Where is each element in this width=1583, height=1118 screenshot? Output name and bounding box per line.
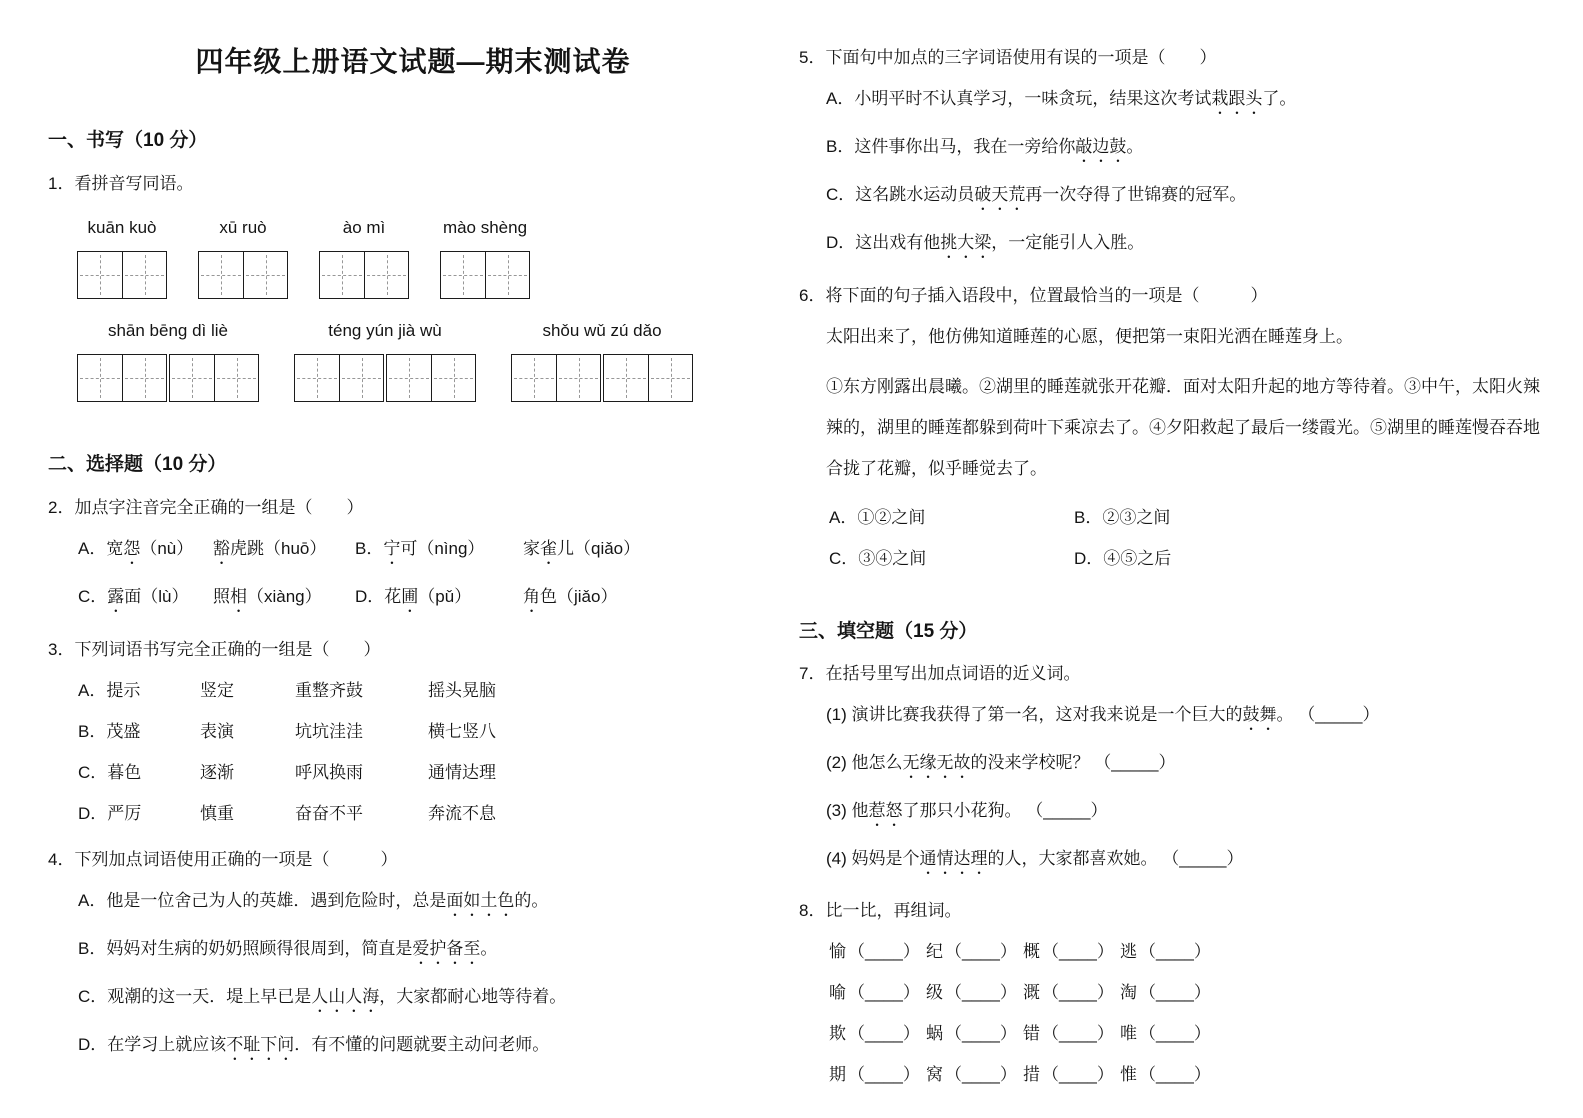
word-char: 纪	[926, 942, 943, 961]
option-cell: 照相（xiàng）	[213, 587, 322, 606]
writing-box	[319, 251, 409, 299]
pinyin-group	[294, 319, 476, 402]
word-blank: （____）	[945, 1065, 1017, 1084]
question-6-insert-sentence: 太阳出来了，他仿佛知道睡莲的心愿，便把第一束阳光洒在睡莲身上。	[826, 327, 1353, 346]
question-8-row	[799, 1022, 1540, 1046]
writing-boxes	[440, 251, 530, 299]
option-cell: B．茂盛	[78, 722, 141, 741]
word-blank: （____）	[1139, 1024, 1211, 1043]
writing-cell	[431, 355, 475, 401]
writing-box	[603, 354, 693, 402]
word-blank: （____）	[848, 1024, 920, 1043]
word-build-cell	[1120, 1022, 1540, 1046]
question-6-stem: 6．将下面的句子插入语段中，位置最恰当的一项是（ ）	[799, 286, 1268, 305]
writing-cell	[441, 252, 485, 298]
writing-box	[77, 354, 167, 402]
question-3-options-row	[48, 720, 778, 744]
word-char: 惟	[1120, 1065, 1137, 1084]
option-cell: D．花圃（pǔ）	[355, 587, 472, 606]
question-1-label: 1．看拼音写同语。	[48, 174, 194, 193]
word-char: 措	[1023, 1065, 1040, 1084]
word-char: 期	[829, 1065, 846, 1084]
word-blank: （____）	[945, 1024, 1017, 1043]
writing-cell	[339, 355, 383, 401]
question-2-options-row	[48, 537, 778, 568]
writing-cell	[320, 252, 364, 298]
word-build-cell	[829, 1063, 926, 1087]
option-cell: 摇头晃脑	[428, 681, 496, 700]
pinyin-word: ào mì	[342, 218, 386, 237]
writing-cell	[122, 252, 166, 298]
question-5-option-d: D．这出戏有他挑大梁，一定能引人入胜。	[826, 233, 1145, 252]
question-6-options-row	[799, 547, 1540, 571]
word-build-cell	[829, 940, 926, 964]
section-heading-choice: 二、选择题（10 分）	[48, 454, 227, 475]
word-char: 窝	[926, 1065, 943, 1084]
word-blank: （____）	[1042, 1024, 1114, 1043]
question-4-option-b: B．妈妈对生病的奶奶照顾得很周到，简直是爱护备至。	[78, 939, 498, 958]
writing-cell	[78, 252, 122, 298]
question-5-option-c: C．这名跳水运动员破天荒再一次夺得了世锦赛的冠军。	[826, 185, 1247, 204]
pinyin-group	[440, 216, 530, 299]
right-column	[790, 0, 1583, 1118]
option-cell: 呼风换雨	[295, 763, 363, 782]
option-cell: A．提示	[78, 681, 141, 700]
word-char: 蜗	[926, 1024, 943, 1043]
pinyin-word: shǒu wǔ zú dǎo	[542, 321, 662, 340]
option-cell: 奔流不息	[428, 804, 496, 823]
word-char: 欺	[829, 1024, 846, 1043]
option-cell: 慎重	[200, 804, 234, 823]
question-5-stem: 5．下面句中加点的三字词语使用有误的一项是（ ）	[799, 48, 1217, 67]
writing-cell	[199, 252, 243, 298]
writing-box	[511, 354, 601, 402]
writing-cell	[243, 252, 287, 298]
option-cell: 角色（jiǎo）	[523, 587, 618, 606]
question-3-stem: 3．下列词语书写完全正确的一组是（ ）	[48, 640, 381, 659]
question-4-stem: 4．下列加点词语使用正确的一项是（ ）	[48, 850, 398, 869]
writing-box	[440, 251, 530, 299]
pinyin-word: shān bēng dì liè	[107, 321, 229, 340]
word-char: 逃	[1120, 942, 1137, 961]
word-build-cell	[1120, 1063, 1540, 1087]
word-build-cell	[926, 981, 1023, 1005]
option-cell: 逐渐	[200, 763, 234, 782]
option-cell: A．①②之间	[829, 508, 926, 527]
option-cell: C．露面（lù）	[78, 587, 189, 606]
option-cell: 家雀儿（qiǎo）	[523, 539, 641, 558]
writing-box	[198, 251, 288, 299]
word-blank: （____）	[945, 983, 1017, 1002]
word-blank: （____）	[1139, 942, 1211, 961]
writing-cell	[556, 355, 600, 401]
writing-boxes	[198, 251, 288, 299]
word-blank: （____）	[945, 942, 1017, 961]
section-heading-fill-blank: 三、填空题（15 分）	[799, 621, 978, 642]
question-4-option-c: C．观潮的这一天．堤上早已是人山人海，大家都耐心地等待着。	[78, 987, 567, 1006]
word-build-cell	[1023, 981, 1120, 1005]
option-cell: 横七竖八	[428, 722, 496, 741]
pinyin-writing-row-2	[48, 319, 778, 402]
word-blank: （____）	[848, 983, 920, 1002]
question-5-option-b: B．这件事你出马，我在一旁给你敲边鼓。	[826, 137, 1144, 156]
option-cell: 通情达理	[428, 763, 496, 782]
word-build-cell	[926, 940, 1023, 964]
question-7-item-1: (1) 演讲比赛我获得了第一名，这对我来说是一个巨大的鼓舞。 （_____）	[826, 705, 1380, 724]
option-cell: 坑坑洼洼	[295, 722, 363, 741]
writing-boxes	[294, 354, 476, 402]
option-cell: D．④⑤之后	[1074, 549, 1172, 568]
option-cell: 重整齐鼓	[295, 681, 363, 700]
writing-cell	[387, 355, 431, 401]
writing-box	[386, 354, 476, 402]
word-build-cell	[926, 1022, 1023, 1046]
option-cell: 表演	[200, 722, 234, 741]
word-char: 错	[1023, 1024, 1040, 1043]
writing-cell	[485, 252, 529, 298]
left-column	[0, 0, 790, 1118]
writing-box	[169, 354, 259, 402]
pinyin-word: xū ruò	[219, 218, 267, 237]
writing-cell	[170, 355, 214, 401]
word-blank: （____）	[1139, 1065, 1211, 1084]
word-build-cell	[1120, 981, 1540, 1005]
pinyin-group	[319, 216, 409, 299]
question-3-options-row	[48, 761, 778, 785]
writing-cell	[648, 355, 692, 401]
writing-cell	[512, 355, 556, 401]
exam-title: 四年级上册语文试题—期末测试卷	[195, 46, 631, 77]
writing-boxes	[511, 354, 693, 402]
option-cell: 奋奋不平	[295, 804, 363, 823]
question-7-item-4: (4) 妈妈是个通情达理的人，大家都喜欢她。 （_____）	[826, 849, 1244, 868]
writing-boxes	[319, 251, 409, 299]
option-cell: A．宽怨（nù）	[78, 539, 194, 558]
word-build-cell	[1120, 940, 1540, 964]
pinyin-word: mào shèng	[442, 218, 528, 237]
question-5-option-a: A．小明平时不认真学习，一味贪玩，结果这次考试栽跟头了。	[826, 89, 1297, 108]
option-cell: 竖定	[200, 681, 234, 700]
question-8-stem: 8．比一比，再组词。	[799, 901, 962, 920]
pinyin-group	[77, 319, 259, 402]
word-blank: （____）	[1042, 942, 1114, 961]
question-8-row	[799, 940, 1540, 964]
question-6-paragraph: ①东方刚露出晨曦。②湖里的睡莲就张开花瓣．面对太阳升起的地方等待着。③中午，太阳火辣辣的，湖里的睡莲都躲到荷叶下乘凉去了。④夕阳救起了最后一缕霞光。⑤湖里的睡莲慢吞吞地合拢了花瓣，似乎睡觉去了。	[826, 377, 1540, 478]
writing-cell	[295, 355, 339, 401]
writing-box	[294, 354, 384, 402]
word-char: 唯	[1120, 1024, 1137, 1043]
question-6-options-row	[799, 506, 1540, 530]
word-blank: （____）	[1139, 983, 1211, 1002]
pinyin-word: téng yún jià wù	[328, 321, 442, 340]
word-build-cell	[926, 1063, 1023, 1087]
question-3-options-row	[48, 802, 778, 826]
question-4-option-a: A．他是一位舍己为人的英雄．遇到危险时，总是面如土色的。	[78, 891, 549, 910]
word-build-cell	[1023, 1063, 1120, 1087]
word-build-cell	[829, 1022, 926, 1046]
word-build-cell	[1023, 1022, 1120, 1046]
word-char: 概	[1023, 942, 1040, 961]
option-cell: C．暮色	[78, 763, 142, 782]
pinyin-group	[77, 216, 167, 299]
writing-cell	[364, 252, 408, 298]
word-blank: （____）	[848, 1065, 920, 1084]
pinyin-writing-row-1	[48, 216, 778, 299]
word-blank: （____）	[1042, 983, 1114, 1002]
option-cell: 豁虎跳（huō）	[213, 539, 327, 558]
word-char: 愉	[829, 942, 846, 961]
pinyin-group	[511, 319, 693, 402]
option-cell: B．宁可（nìng）	[355, 539, 485, 558]
writing-cell	[604, 355, 648, 401]
writing-box	[77, 251, 167, 299]
option-cell: D．严厉	[78, 804, 142, 823]
pinyin-word: kuān kuò	[87, 218, 157, 237]
writing-cell	[78, 355, 122, 401]
word-build-cell	[1023, 940, 1120, 964]
question-2-options-row	[48, 585, 778, 616]
option-cell: B．②③之间	[1074, 508, 1171, 527]
word-blank: （____）	[1042, 1065, 1114, 1084]
word-char: 级	[926, 983, 943, 1002]
option-cell: C．③④之间	[829, 549, 927, 568]
section-heading-writing: 一、书写（10 分）	[48, 130, 208, 151]
word-blank: （____）	[848, 942, 920, 961]
writing-boxes	[77, 354, 259, 402]
word-char: 淘	[1120, 983, 1137, 1002]
question-4-option-d: D．在学习上就应该不耻下问．有不懂的问题就要主动问老师。	[78, 1035, 550, 1054]
question-8-row	[799, 1063, 1540, 1087]
writing-boxes	[77, 251, 167, 299]
question-2-stem: 2．加点字注音完全正确的一组是（ ）	[48, 498, 364, 517]
question-7-stem: 7．在括号里写出加点词语的近义词。	[799, 664, 1081, 683]
word-char: 溉	[1023, 983, 1040, 1002]
question-8-row	[799, 981, 1540, 1005]
pinyin-group	[198, 216, 288, 299]
word-build-cell	[829, 981, 926, 1005]
writing-cell	[122, 355, 166, 401]
question-7-item-3: (3) 他惹怒了那只小花狗。 （_____）	[826, 801, 1108, 820]
question-3-options-row	[48, 679, 778, 703]
writing-cell	[214, 355, 258, 401]
word-char: 喻	[829, 983, 846, 1002]
question-7-item-2: (2) 他怎么无缘无故的没来学校呢？ （_____）	[826, 753, 1176, 772]
